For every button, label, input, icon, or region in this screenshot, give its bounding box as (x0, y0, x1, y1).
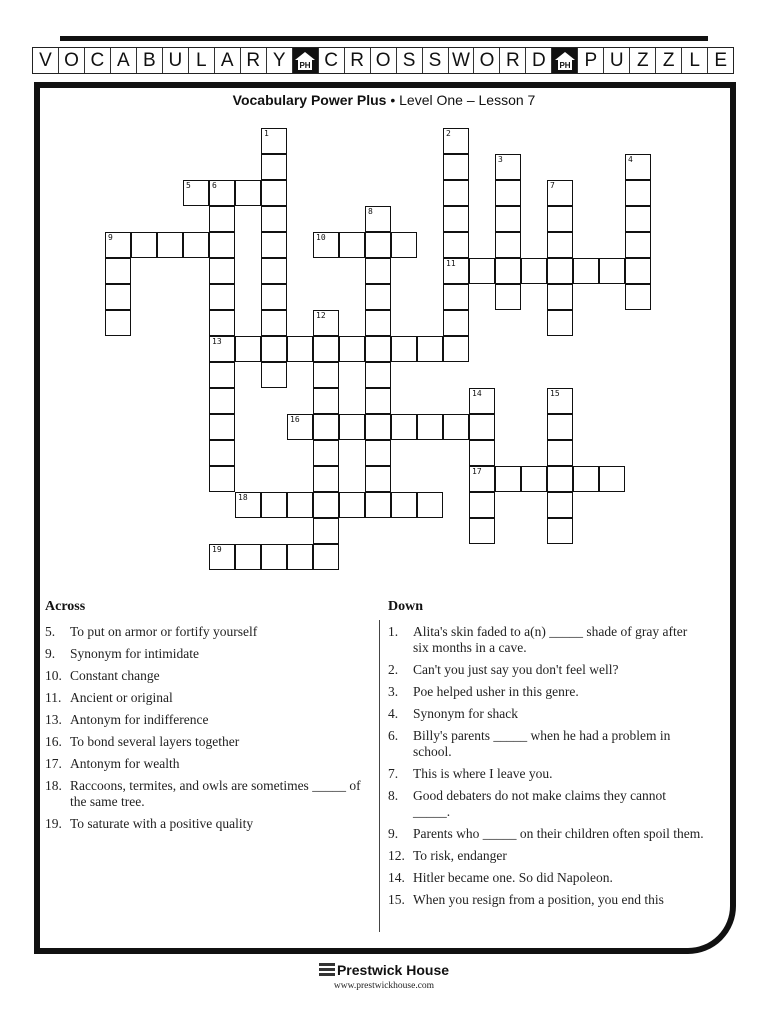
grid-cell[interactable] (209, 180, 235, 206)
grid-cell[interactable] (183, 180, 209, 206)
grid-cell[interactable] (339, 336, 365, 362)
grid-cell[interactable] (287, 492, 313, 518)
title-letter: L (682, 48, 708, 73)
clue-across-9: 9. Synonym for intimidate (45, 646, 199, 661)
clue-number: 17 (472, 467, 482, 476)
grid-cell[interactable] (443, 232, 469, 258)
series-title: Vocabulary Power Plus (232, 92, 387, 108)
grid-cell[interactable] (261, 310, 287, 336)
grid-cell[interactable] (495, 258, 521, 284)
clue-across-5: 5. To put on armor or fortify yourself (45, 624, 258, 639)
grid-cell[interactable] (261, 154, 287, 180)
clue-down-1: 1. Alita's skin faded to a(n) _____ shade of gray after six months in a cave. (388, 624, 688, 655)
title-letter: Z (656, 48, 682, 73)
grid-cell[interactable] (469, 440, 495, 466)
clue-across-18: 18. Raccoons, termites, and owls are sometimes _____ of the same tree. (45, 778, 361, 809)
grid-cell[interactable] (313, 336, 339, 362)
grid-cell[interactable] (469, 466, 495, 492)
title-letter: O (59, 48, 85, 73)
clue-number: 6 (212, 181, 217, 190)
grid-cell[interactable] (469, 518, 495, 544)
clue-number: 15 (550, 389, 560, 398)
publisher-logo (0, 962, 768, 978)
grid-cell[interactable] (573, 258, 599, 284)
grid-cell[interactable] (443, 336, 469, 362)
grid-cell[interactable] (547, 492, 573, 518)
across-clues (45, 596, 380, 835)
grid-cell[interactable] (313, 440, 339, 466)
grid-cell[interactable] (261, 284, 287, 310)
grid-cell[interactable] (417, 336, 443, 362)
grid-cell[interactable] (235, 544, 261, 570)
grid-cell[interactable] (313, 414, 339, 440)
grid-cell[interactable] (443, 414, 469, 440)
title-letter: B (137, 48, 163, 73)
title-letter: O (474, 48, 500, 73)
grid-cell[interactable] (235, 492, 261, 518)
down-heading: Down (388, 599, 424, 614)
grid-cell[interactable] (339, 414, 365, 440)
grid-cell[interactable] (287, 336, 313, 362)
grid-cell[interactable] (365, 362, 391, 388)
grid-cell[interactable] (105, 310, 131, 336)
grid-cell[interactable] (287, 414, 313, 440)
grid-cell[interactable] (547, 180, 573, 206)
grid-cell[interactable] (209, 206, 235, 232)
grid-cell[interactable] (365, 336, 391, 362)
title-letter: R (345, 48, 371, 73)
grid-cell[interactable] (209, 284, 235, 310)
grid-cell[interactable] (521, 466, 547, 492)
grid-cell[interactable] (313, 362, 339, 388)
clue-down-12: 12. To risk, endanger (388, 848, 507, 863)
grid-cell[interactable] (625, 180, 651, 206)
grid-cell[interactable] (313, 388, 339, 414)
grid-cell[interactable] (261, 180, 287, 206)
clue-number: 11 (446, 259, 456, 268)
across-heading: Across (45, 599, 86, 614)
grid-cell[interactable] (209, 414, 235, 440)
clue-number: 14 (472, 389, 482, 398)
grid-cell[interactable] (261, 492, 287, 518)
grid-cell[interactable] (547, 284, 573, 310)
clue-across-11: 11. Ancient or original (45, 690, 173, 705)
grid-cell[interactable] (209, 336, 235, 362)
grid-cell[interactable] (443, 310, 469, 336)
clue-number: 13 (212, 337, 222, 346)
clue-down-7: 7. This is where I leave you. (388, 766, 553, 781)
clue-number: 12 (316, 311, 326, 320)
grid-cell[interactable] (365, 440, 391, 466)
clue-across-10: 10. Constant change (45, 668, 160, 683)
clue-number: 4 (628, 155, 633, 164)
grid-cell[interactable] (547, 388, 573, 414)
grid-cell[interactable] (105, 284, 131, 310)
clue-down-2: 2. Can't you just say you don't feel well? (388, 662, 619, 677)
grid-cell[interactable] (469, 258, 495, 284)
grid-cell[interactable] (391, 492, 417, 518)
title-letter: V (33, 48, 59, 73)
grid-cell[interactable] (261, 128, 287, 154)
clue-number: 3 (498, 155, 503, 164)
grid-cell[interactable] (391, 232, 417, 258)
clue-down-4: 4. Synonym for shack (388, 706, 518, 721)
grid-cell[interactable] (365, 310, 391, 336)
grid-cell[interactable] (547, 258, 573, 284)
grid-cell[interactable] (547, 440, 573, 466)
subtitle-bullet: • (386, 92, 400, 108)
grid-cell[interactable] (391, 336, 417, 362)
grid-cell[interactable] (313, 492, 339, 518)
clue-number: 8 (368, 207, 373, 216)
clue-down-8: 8. Good debaters do not make claims they cannot _____. (388, 788, 667, 819)
grid-cell[interactable] (547, 414, 573, 440)
grid-cell[interactable] (365, 414, 391, 440)
clue-down-9: 9. Parents who _____ on their children often spoil them. (388, 826, 704, 841)
clue-across-17: 17. Antonym for wealth (45, 756, 180, 771)
clue-across-19: 19. To saturate with a positive quality (45, 816, 254, 831)
grid-cell[interactable] (131, 232, 157, 258)
grid-cell[interactable] (209, 466, 235, 492)
title-letter: S (423, 48, 449, 73)
grid-cell[interactable] (625, 258, 651, 284)
clue-number: 16 (290, 415, 300, 424)
grid-cell[interactable] (365, 466, 391, 492)
svg-text:PH: PH (299, 60, 311, 70)
grid-cell[interactable] (339, 232, 365, 258)
grid-cell[interactable] (625, 206, 651, 232)
clue-down-3: 3. Poe helped usher in this genre. (388, 684, 579, 699)
grid-cell[interactable] (157, 232, 183, 258)
grid-cell[interactable] (261, 232, 287, 258)
grid-cell[interactable] (261, 544, 287, 570)
grid-cell[interactable] (625, 284, 651, 310)
grid-cell[interactable] (313, 232, 339, 258)
grid-cell[interactable] (209, 258, 235, 284)
grid-cell[interactable] (547, 206, 573, 232)
title-letter: O (371, 48, 397, 73)
grid-cell[interactable] (443, 154, 469, 180)
grid-cell[interactable] (547, 310, 573, 336)
svg-text:PH: PH (559, 60, 571, 70)
clue-number: 1 (264, 129, 269, 138)
grid-cell[interactable] (469, 492, 495, 518)
grid-cell[interactable] (495, 466, 521, 492)
title-letter: C (319, 48, 345, 73)
clue-number: 10 (316, 233, 326, 242)
grid-cell[interactable] (547, 466, 573, 492)
title-letter: R (500, 48, 526, 73)
title-letter: A (215, 48, 241, 73)
grid-cell[interactable] (391, 414, 417, 440)
title-letter: L (189, 48, 215, 73)
grid-cell[interactable] (443, 180, 469, 206)
down-clues (388, 596, 706, 911)
clue-number: 19 (212, 545, 222, 554)
clue-number: 2 (446, 129, 451, 138)
grid-cell[interactable] (209, 440, 235, 466)
lesson-level: Level One – Lesson 7 (399, 92, 536, 108)
grid-cell[interactable] (365, 232, 391, 258)
clue-across-16: 16. To bond several layers together (45, 734, 240, 749)
title-letter: P (578, 48, 604, 73)
title-letter: Y (267, 48, 293, 73)
clue-number: 9 (108, 233, 113, 242)
grid-cell[interactable] (599, 258, 625, 284)
grid-cell[interactable] (495, 206, 521, 232)
grid-cell[interactable] (469, 414, 495, 440)
publisher-name: Prestwick House (336, 962, 450, 978)
grid-cell[interactable] (209, 388, 235, 414)
grid-cell[interactable] (365, 258, 391, 284)
title-letter: D (526, 48, 552, 73)
grid-cell[interactable] (313, 518, 339, 544)
clue-number: 18 (238, 493, 248, 502)
title-letter: U (604, 48, 630, 73)
grid-cell[interactable] (365, 284, 391, 310)
grid-cell[interactable] (235, 336, 261, 362)
grid-cell[interactable] (365, 206, 391, 232)
clue-number: 5 (186, 181, 191, 190)
title-letter: Z (630, 48, 656, 73)
grid-cell[interactable] (365, 492, 391, 518)
clue-down-14: 14. Hitler became one. So did Napoleon. (388, 870, 613, 885)
grid-cell[interactable] (209, 232, 235, 258)
grid-cell[interactable] (339, 492, 365, 518)
clue-across-13: 13. Antonym for indifference (45, 712, 209, 727)
grid-cell[interactable] (261, 206, 287, 232)
grid-cell[interactable] (599, 466, 625, 492)
publisher-url: www.prestwickhouse.com (333, 981, 435, 991)
grid-cell[interactable] (417, 414, 443, 440)
grid-cell[interactable] (625, 232, 651, 258)
grid-cell[interactable] (209, 362, 235, 388)
grid-cell[interactable] (183, 232, 209, 258)
grid-cell[interactable] (521, 258, 547, 284)
grid-cell[interactable] (105, 232, 131, 258)
grid-cell[interactable] (443, 206, 469, 232)
grid-cell[interactable] (547, 518, 573, 544)
title-letter: E (714, 49, 728, 71)
grid-cell[interactable] (495, 284, 521, 310)
grid-cell[interactable] (261, 258, 287, 284)
grid-cell[interactable] (261, 336, 287, 362)
grid-cell[interactable] (547, 232, 573, 258)
grid-cell[interactable] (443, 258, 469, 284)
grid-cell[interactable] (365, 388, 391, 414)
prestwick-house-icon (319, 963, 335, 976)
grid-cell[interactable] (495, 232, 521, 258)
title-letter: A (111, 48, 137, 73)
title-letter: R (241, 48, 267, 73)
clue-divider (379, 620, 380, 932)
grid-cell[interactable] (443, 128, 469, 154)
grid-cell[interactable] (235, 180, 261, 206)
grid-cell[interactable] (417, 492, 443, 518)
grid-cell[interactable] (313, 544, 339, 570)
grid-cell[interactable] (495, 154, 521, 180)
grid-cell[interactable] (287, 544, 313, 570)
grid-cell[interactable] (313, 310, 339, 336)
clue-number: 7 (550, 181, 555, 190)
title-letter: C (85, 48, 111, 73)
grid-cell[interactable] (313, 466, 339, 492)
grid-cell[interactable] (209, 544, 235, 570)
grid-cell[interactable] (469, 388, 495, 414)
grid-cell[interactable] (443, 284, 469, 310)
title-letter: U (163, 48, 189, 73)
clue-down-6: 6. Billy's parents _____ when he had a problem in school. (388, 728, 671, 759)
grid-cell[interactable] (261, 362, 287, 388)
grid-cell[interactable] (573, 466, 599, 492)
grid-cell[interactable] (625, 154, 651, 180)
grid-cell[interactable] (209, 310, 235, 336)
grid-cell[interactable] (495, 180, 521, 206)
title-letter: S (397, 48, 423, 73)
grid-cell[interactable] (105, 258, 131, 284)
title-letter: W (449, 48, 475, 73)
clue-down-15: 15. When you resign from a position, you end this (388, 892, 664, 907)
